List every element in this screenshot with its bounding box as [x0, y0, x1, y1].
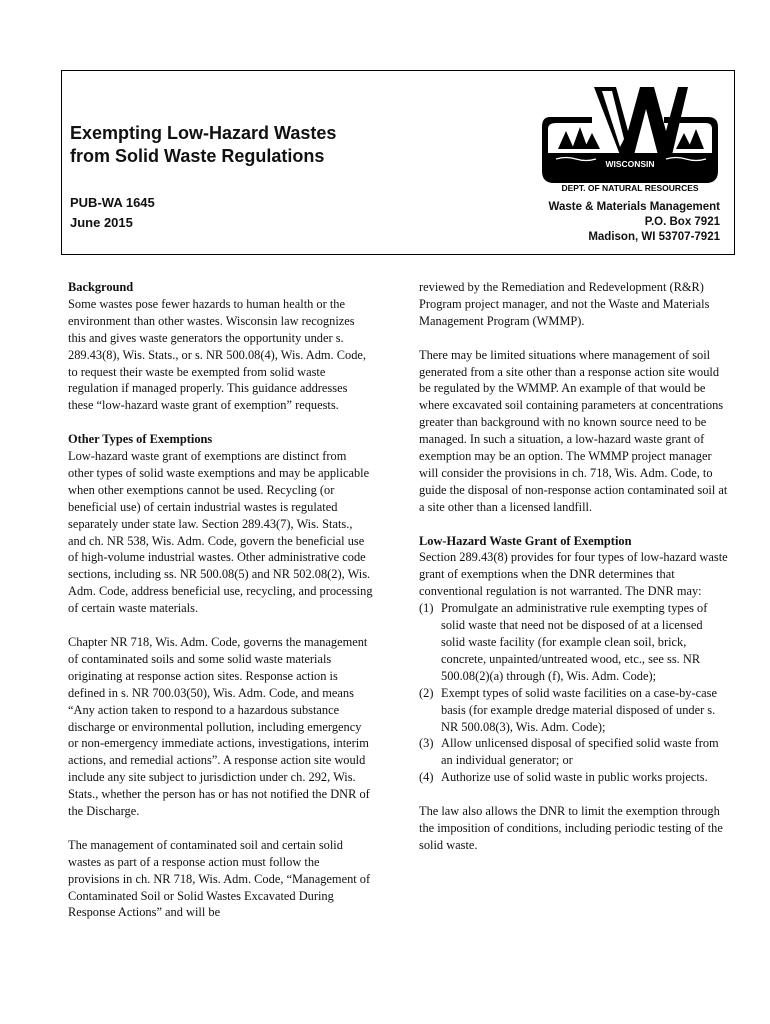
address-dept: Waste & Materials Management: [548, 201, 720, 213]
continued-paragraph: reviewed by the Remediation and Redevelopment (R&R) Program project manager, and not the Waste and Materials Management Program (WMMP).: [419, 280, 710, 328]
list-item-text: Allow unlicensed disposal of specified solid waste from an individual generator; or: [441, 736, 719, 768]
title-line-2: from Solid Waste Regulations: [70, 146, 325, 166]
limited-situations-paragraph: There may be limited situations where management of soil generated from a site other than a response action site would be regulated by the WMMP. An example of that would be where excavated soil containing parameters at concentrations greater than background with no known source need to be managed. In such a situation, a low-hazard waste grant of exemption may be an option. The WMMP project manager will consider the provisions in ch. 718, Wis. Adm. Code, to guide the disposal of non-response action contaminated soil at a site other than a licensed landfill.: [419, 347, 728, 514]
spacer: [419, 786, 729, 803]
other-exemptions-heading: Other Types of Exemptions: [68, 432, 213, 447]
wisconsin-dnr-logo: [536, 83, 722, 193]
background-paragraph: Some wastes pose fewer hazards to human health or the environment than other wastes. Wisconsin law recognizes this and gives waste generators the opportunity under s. 289.43(8), Wis. Stats., or s. NR 500.08(4), Wis. Adm. Code, to request their waste be exempted from solid waste regulation if managed properly. This guidance addresses these “low-hazard waste grant of exemption” requests.: [68, 296, 366, 413]
pub-number: PUB-WA 1645: [70, 195, 155, 210]
logo-line-2: DEPT. OF NATURAL RESOURCES: [561, 183, 699, 193]
list-item-number: (1): [419, 601, 434, 616]
publication-info: [70, 193, 155, 233]
title-line-1: Exempting Low-Hazard Wastes: [70, 123, 337, 143]
left-column: [68, 279, 373, 938]
list-item-number: (4): [419, 770, 434, 785]
management-paragraph: The management of contaminated soil and certain solid wastes as part of a response action must follow the provisions in ch. NR 718, Wis. Adm. Code, “Management of Contaminated Soil or Solid Wastes Excavated During Response Actions” and will be: [68, 837, 371, 920]
list-item-text: Promulgate an administrative rule exempting types of solid waste that need not be disposed of at a licensed solid waste facility (for example clean soil, brick, concrete, unpainted/untreated wood, etc., see ss. NR 500.08(2)(a) through (f), Wis. Adm. Code);: [441, 601, 708, 683]
exemption-types-list: [419, 600, 729, 786]
logo-line-1: WISCONSIN: [605, 159, 655, 169]
list-item-number: (2): [419, 685, 434, 700]
header-box: [61, 70, 735, 255]
pub-date: June 2015: [70, 215, 133, 230]
chapter-nr718-paragraph: Chapter NR 718, Wis. Adm. Code, governs the management of contaminated soils and some solid waste materials originating at response action sites. Response action is defined in s. NR 700.03(50), Wis. Adm. Code, and means “Any action taken to respond to a hazardous substance discharge or environmental pollution, including emergency or non-emergency immediate actions, investigations, interim actions, and remedial actions”. A response action site would include any site subject to jurisdiction under ch. 292, Wis. Stats., whether the person has or has not notified the DNR of the Discharge.: [68, 635, 370, 819]
right-column: [419, 279, 729, 871]
law-paragraph: The law also allows the DNR to limit the exemption through the imposition of conditions, including periodic testing of the solid waste.: [419, 804, 723, 852]
other-exemptions-paragraph: Low-hazard waste grant of exemptions are distinct from other types of solid waste exemptions and may be applicable when other exemptions cannot be used. Recycling (or beneficial use) of certain industrial wastes is regulated separately under state law. Section 289.43(7), Wis. Stats., and ch. NR 538, Wis. Adm. Code, govern the beneficial use of high-volume industrial wastes. Other administrative code sections, including ss. NR 500.08(5) and NR 502.08(2), Wis. Adm. Code, address beneficial use, recycling, and processing of certain waste materials.: [68, 449, 373, 616]
list-item: [419, 769, 729, 786]
low-hazard-heading: Low-Hazard Waste Grant of Exemption: [419, 533, 632, 548]
list-item: [419, 735, 729, 769]
list-item-text: Authorize use of solid waste in public works projects.: [441, 770, 708, 785]
list-item-text: Exempt types of solid waste facilities on a case-by-case basis (for example dredge material disposed of under s. NR 500.08(3), Wis. Adm. Code);: [441, 685, 717, 734]
list-item-number: (3): [419, 736, 434, 751]
address-city: Madison, WI 53707-7921: [588, 231, 720, 243]
low-hazard-intro: Section 289.43(8) provides for four types of low-hazard waste grant of exemptions when the DNR determines that conventional regulation is not warranted. The DNR may:: [419, 550, 728, 599]
mailing-address: [549, 200, 720, 245]
list-item: [419, 600, 729, 685]
document-title: [70, 122, 430, 168]
address-po-box: P.O. Box 7921: [644, 216, 720, 228]
background-heading: Background: [68, 280, 134, 294]
list-item: [419, 685, 729, 736]
